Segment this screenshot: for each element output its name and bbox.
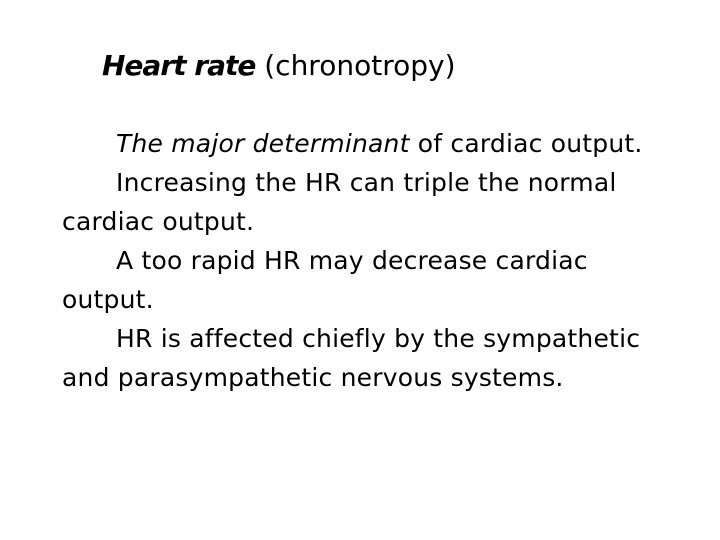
slide-body — [62, 124, 662, 397]
slide-title — [102, 46, 456, 86]
paragraph-triple-output: Increasing the HR can triple the normal cardiac output. — [62, 168, 617, 236]
paragraph-major-determinant — [62, 124, 662, 163]
title-emphasis: Heart rate — [102, 49, 256, 82]
paragraph-emphasis: The major determinant — [116, 129, 410, 158]
paragraph-rest: of cardiac output. — [409, 129, 643, 158]
paragraph-nervous-systems: HR is affected chiefly by the sympathetic and parasympathetic nervous systems. — [62, 324, 641, 392]
paragraph-rapid-hr: A too rapid HR may decrease cardiac output. — [62, 246, 588, 314]
title-rest: (chronotropy) — [255, 49, 456, 82]
